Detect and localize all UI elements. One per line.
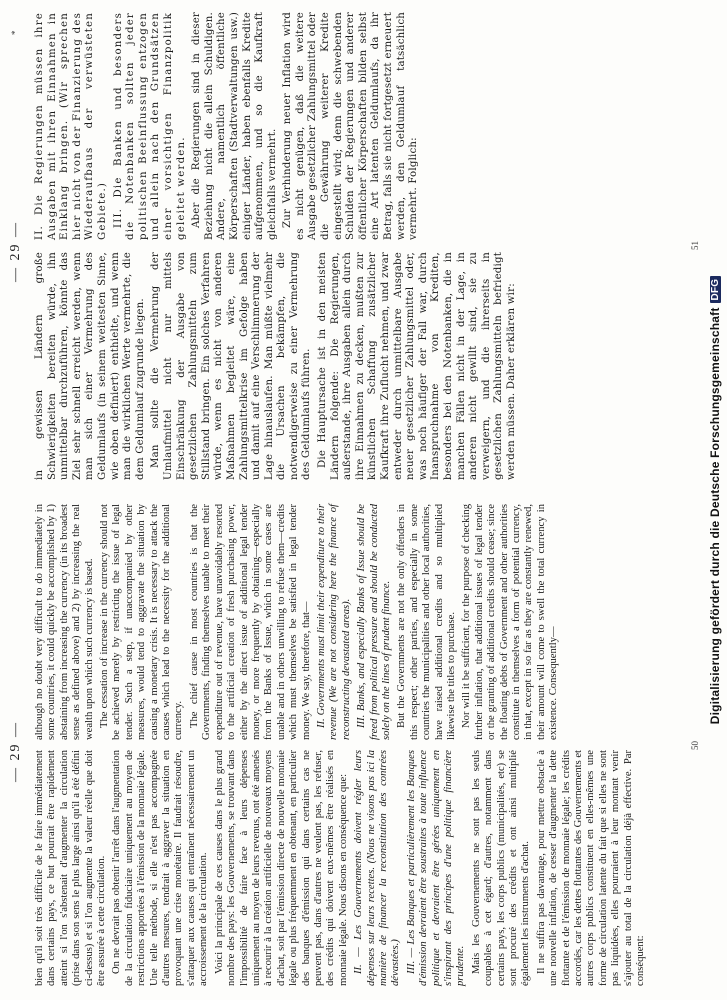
paragraph: Nor will it be sufficient, for the purpose of checking further inflation, that additional issues of legal tender or the granting of additional credits should cease; since the floating debts of Government and other authorities constitute in themselves a form of potential currency, in that, except in so far as they are constantly renewed, their amount will come to swell the total currency in existence. Consequently— — [461, 504, 560, 740]
thesis-paragraph: II. — Les Gouvernements doivent régler leurs dépenses sur leurs recettes. (Nous ne visons pas ici la manière de financer la reconstitution des contrées dévastées.) — [353, 750, 402, 986]
paragraph: The cessation of increase in the currency should not be achieved merely by restricting the issue of legal tender. Such a step, if unaccompanied by other measures, would tend to aggravate the situation by causing a monetary crisis. It is necessary to attack the causes which lead to the necessity for the additional currency. — [99, 504, 185, 740]
left-page-number: — 29 — — [8, 721, 23, 782]
paragraph: bien qu'il soit très difficile de le faire immédiatement dans certains pays, ce but pourrait être rapidement atteint si l'on s'abstenait d'augmenter la circulation (prise dans son sens le plus large ainsi qu'il a été défini ci-dessus) et si l'on augmente la valeur réelle que doit être assurée à cette circulation. — [34, 750, 108, 986]
paragraph: although no doubt very difficult to do immediately in some countries, it could quickly be accomplished by 1) abstaining from increasing the currency (in its broadest sense as defined above) and 2) by increasing the real wealth upon which such currency is based. — [34, 504, 95, 740]
thesis-paragraph: II. Governments must limit their expenditure to their revenue (We are not considering here the finance of reconstructing devastated areas). — [315, 504, 352, 740]
paragraph: On ne devrait pas obtenir l'arrêt dans l'augmentation de la circulation fiduciaire uniquement au moyen de restrictions apportées à l'émission de la monnaie légale. Une telle méthode, si elle n'est pas accompagnée d'autres mesures, tendrait à aggraver la situation en provoquant une crise monétaire. Il faudrait résoudre, s'attaquer aux causes qui entraînent nécessairement un accroissement de la circulation. — [111, 750, 210, 986]
thesis-paragraph: III. Banks, and especially Banks of Issue should be freed from political pressure and should be conducted solely on the lines of prudent finance. — [356, 504, 392, 740]
german-text-column-2 — [34, 12, 674, 240]
paragraph: Voici la principale de ces causes dans le plus grand nombre des pays: les Gouvernements, se trouvant dans l'impossibilité de faire face à leurs dépenses uniquement au moyen de leurs revenus, ont été amenés à recourir à la création artificielle de nouveaux moyens d'achat, soit par l'émission directe de nouvelle monnaie légale ou plus fréquemment en obtenant, en particulier des banques d'émission qui dans certains cas ne peuvent pas, dans d'autres ne veulent pas, les refuser, des crédits qui doivent eux-mêmes être réalisés en monnaie légale. Nous disons en conséquence que: — [213, 750, 349, 986]
thesis-paragraph: III. Die Banken und besonders die Notenbanken sollten jeder politischen Beeinflussung entzogen und allein nach den Grundsätzen einer vorsichtigen Finanzpolitik geleitet werden. — [112, 12, 187, 240]
dfg-logo-badge: DFG — [710, 276, 721, 304]
french-text-column — [34, 750, 647, 986]
paragraph: But the Governments are not the only offenders in this respect; other parties, and especially in some countries the municipalities and other local authorities, have raised additional credits and so multiplied likewise the titles to purchase. — [396, 504, 457, 740]
paragraph: Mais les Gouvernements ne sont pas les seuls coupables à cet égard; d'autres, notamment dans certains pays, les corps publics (municipalités, etc) se sont procuré des crédits et ont ainsi multiplié également les instruments d'achat. — [470, 750, 532, 986]
paragraph: Il ne suffira pas davantage, pour mettre obstacle à une nouvelle inflation, de cesser d'augmenter la dette flottante et de l'émission de monnaie légale; les crédits accordés, car les dettes flottantes des Gouvernements et autres corps publics constituent en elles-mêmes une forme de circulation latente du fait que si elles ne sont pas liquidées, elles pourraient à leur montant venir s'ajouter au total de la circulation déjà effective. Par conséquent: — [535, 750, 647, 986]
paragraph: Aber die Regierungen sind in dieser Beziehung nicht die allein Schuldigen. Andere, namentlich öffentliche Körperschaften (Stadtverwaltungen usw.) einiger Länder, haben ebenfalls Kredite aufgenommen, und so die Kaufkraft gleichfalls vermehrt. — [191, 12, 278, 240]
right-footer-mark: 51 — [690, 241, 700, 250]
right-top-mark: * — [10, 30, 20, 35]
paragraph: Zur Verhinderung neuer Inflation wird es nicht genügen, daß die weitere Ausgabe gesetzlicher Zahlungsmittel oder die Gewährung weiterer Kredite eingestellt wird; denn die schwebenden Schulden der Regierungen und anderer öffentlicher Körperschaften bilden selbst eine Art latenten Geldumlaufs, da ihr Betrag, falls sie nicht fortgesetzt erneuert werden, den Geldumlauf tatsächlich vermehrt. Folglich: — [282, 12, 420, 240]
left-footer-mark: 50 — [690, 741, 700, 750]
thesis-paragraph: III. — Les Banques et particulièrement les Banques d'émission devraient être soustraites à toute influence politique et devraient être gérées uniquement en s'inspirant des principes d'une politique financière prudente. — [405, 750, 467, 986]
paragraph: Die Hauptursache ist in den meisten Ländern folgende: Die Regierungen, außerstande, ihre Ausgaben allein durch ihre Einnahmen zu decken, mußten zur künstlichen Schaffung zusätzlicher Kaufkraft ihre Zuflucht nehmen, und zwar entweder durch unmittelbare Ausgabe neuer gesetzlicher Zahlungsmittel oder, was noch häufiger der Fall war, durch Inanspruchnahme von Krediten, besonders bei den Notenbanken, die in manchen Fällen nicht in der Lage, in anderen nicht gewillt sind, sie zu verweigern, und die ihrerseits in gesetzlichen Zahlungsmitteln befriedigt werden müssen. Daher erklären wir: — [317, 252, 517, 480]
right-page-number: — 29 — — [8, 221, 23, 282]
paragraph: in gewissen Ländern große Schwierigkeiten bereiten würde, ihn unmittelbar durchzuführen, könnte das Ziel sehr schnell erreicht werden, wenn man sich einer Vermehrung des Geldumlaufs (in seinem weitesten Sinne, wie oben definiert) enthielte, und wenn man die wirklichen Werte vermehrte, die dem Geldumlauf zugrunde liegen. — [34, 252, 146, 480]
paragraph: The chief cause in most countries is that the Governments, finding themselves unable to meet their expenditure out of revenue, have unavoidably resorted to the artificial creation of fresh purchasing power, either by the direct issue of additional legal tender money, or more frequently by obtaining—especially from the Banks of Issue, which in some cases are unable and in others unwilling to refuse them—credits which must themselves be satisfied in legal tender money. We say, therefore, that— — [188, 504, 312, 740]
paragraph: Man sollte die Vermehrung der Umlaufmittel nicht nur mittels Einschränkung der Ausgabe von gesetzlichen Zahlungsmitteln zum Stillstand bringen. Ein solches Verfahren würde, wenn es nicht von anderen Maßnahmen begleitet wäre, eine Zahlungsmittelkrise im Gefolge haben und damit auf eine Verschlimmerung der Lage hinauslaufen. Man müßte vielmehr die Ursachen bekämpfen, die notwendigerweise zu einer Vermehrung des Geldumlaufs führen. — [150, 252, 313, 480]
credit-text: Digitalisierung gefördert durch die Deutsche Forschungsgemeinschaft — [708, 307, 722, 725]
digitization-credit — [708, 0, 722, 1000]
thesis-paragraph: II. Die Regierungen müssen ihre Ausgaben mit ihren Einnahmen in Einklang bringen. (Wir sprechen hier nicht von der Finanzierung des Wiederaufbaus der verwüsteten Gebiete.) — [34, 12, 108, 240]
english-text-column — [34, 504, 634, 740]
german-text-column-1 — [34, 252, 674, 480]
